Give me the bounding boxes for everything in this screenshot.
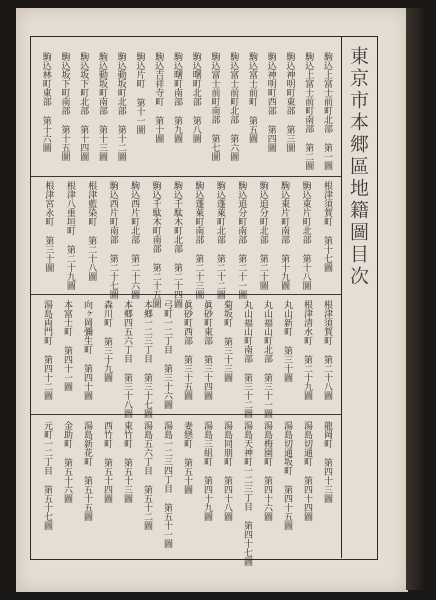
entry-place-name: 駒込動坂町南部	[97, 52, 107, 115]
entry-place-name: 根津宮永町	[43, 181, 54, 226]
index-entry	[280, 300, 293, 408]
index-entry	[106, 181, 119, 299]
entry-place-name: 根津清水町	[302, 300, 312, 345]
entry-sheet-number: 第三十五圖	[182, 355, 192, 400]
index-entry	[114, 52, 127, 176]
index-entry	[80, 300, 93, 408]
entry-sheet-number: 第十圖	[153, 116, 164, 143]
entry-sheet-number: 第十四圖	[78, 125, 89, 161]
entry-place-name: 本富士町	[62, 300, 72, 336]
entry-sheet-number: 第二十六圖	[129, 254, 140, 299]
entry-place-name: 駒込西片町南部	[107, 181, 118, 244]
entry-sheet-number: 第五圖	[247, 116, 257, 143]
entry-sheet-number: 第五十二圖	[142, 485, 152, 530]
entry-place-name: 駒込追分町北部	[257, 181, 268, 244]
index-entry	[180, 421, 193, 545]
entry-place-name: 湯島両門町	[42, 300, 52, 345]
index-entry	[283, 52, 296, 176]
entry-sheet-number: 第三圖	[284, 125, 295, 152]
entry-place-name: 駒込東片町北部	[300, 181, 311, 244]
index-entry	[240, 421, 253, 566]
entry-place-name: 駒込坂下町南部	[59, 52, 70, 115]
index-entry	[220, 300, 233, 408]
entry-sheet-number: 第四十圖	[82, 364, 92, 400]
index-entry	[180, 300, 193, 408]
index-entry	[280, 421, 293, 545]
entry-place-name: 駒込片町	[134, 52, 145, 88]
entry-sheet-number: 第四十二圖	[42, 355, 52, 400]
entry-place-name: 本郷四五六丁目	[122, 300, 132, 363]
index-entry	[84, 181, 97, 287]
entry-place-name: 森川町	[102, 300, 112, 327]
entry-place-name: 駒込蓬萊町南部	[193, 181, 204, 244]
entry-place-name: 根津八重垣町	[64, 181, 75, 235]
entry-sheet-number: 第十九圖	[279, 254, 290, 290]
index-entry	[151, 52, 164, 176]
index-entry	[320, 421, 333, 545]
index-entry	[320, 300, 333, 408]
entry-place-name: 湯島一二三四丁目	[162, 421, 172, 493]
index-entry	[39, 52, 52, 176]
index-entry	[277, 181, 290, 290]
entry-sheet-number: 第五十四圖	[102, 458, 112, 503]
index-entry	[60, 421, 73, 545]
entry-place-name: 駒込上富士前町南部	[303, 52, 314, 133]
index-entry	[240, 300, 253, 418]
entry-place-name: 湯島梅園町	[262, 421, 272, 466]
entry-sheet-number: 第六圖	[228, 134, 239, 161]
entry-place-name: 龍岡町	[322, 421, 332, 448]
entry-place-name: 弓町一二丁目	[162, 300, 172, 354]
title-divider	[341, 36, 342, 558]
entry-place-name: 眞砂町東部	[202, 300, 212, 345]
index-entry	[299, 181, 312, 290]
index-entry	[60, 300, 73, 408]
entry-sheet-number: 第二十二圖	[214, 254, 225, 299]
entry-sheet-number: 第四十一圖	[62, 346, 72, 391]
index-entry	[300, 300, 313, 408]
index-entry	[300, 421, 313, 545]
entry-place-name: 湯島同朋町	[222, 421, 232, 466]
entry-sheet-number: 第七圖	[209, 134, 220, 161]
entry-place-name: 湯島切通坂町	[282, 421, 292, 475]
entry-place-name: 向ヶ岡彌生町	[82, 300, 92, 354]
entry-sheet-number: 第一圖	[322, 143, 332, 170]
index-entry	[120, 421, 133, 545]
index-entry	[264, 52, 277, 176]
entry-sheet-number: 第四十八圖	[222, 476, 232, 521]
index-entry	[189, 52, 202, 176]
index-entry	[41, 181, 54, 287]
entry-place-name: 駒込吉祥寺町	[153, 52, 164, 106]
entry-sheet-number: 第二十八圖	[322, 355, 332, 400]
entry-place-name: 妻戀町	[182, 421, 192, 448]
entry-place-name: 駒込西片町北部	[129, 181, 140, 244]
entry-sheet-number: 第二十五圖	[150, 263, 161, 308]
entry-sheet-number: 第五十七圖	[42, 485, 52, 530]
index-entry	[100, 300, 113, 408]
index-entry	[245, 52, 258, 176]
entry-place-name: 駒込蓬萊町北部	[214, 181, 225, 244]
index-entry	[40, 300, 53, 408]
index-entry	[120, 300, 133, 418]
entry-place-name: 駒込千駄木町北部	[172, 181, 182, 253]
index-entry	[213, 181, 226, 299]
entry-place-name: 菊坂町	[222, 300, 232, 327]
index-entry	[76, 52, 89, 176]
entry-sheet-number: 第十二圖	[115, 125, 126, 161]
index-entry	[320, 181, 333, 287]
entry-sheet-number: 第五十圖	[182, 458, 192, 494]
entry-sheet-number: 第三十一圖	[262, 373, 272, 418]
entry-place-name: 元町一二丁目	[42, 421, 52, 475]
entry-place-name: 西竹町	[102, 421, 112, 448]
index-entry	[200, 421, 213, 545]
entry-sheet-number: 第三十圖	[282, 346, 292, 382]
entry-sheet-number: 第二十九圖	[64, 245, 75, 290]
entry-sheet-number: 第四十九圖	[202, 476, 212, 521]
entry-sheet-number: 第二圖	[303, 143, 314, 170]
entry-sheet-number: 第三十八圖	[122, 373, 132, 418]
index-entry	[100, 421, 113, 545]
entry-sheet-number: 第四圖	[265, 125, 276, 152]
index-entry	[226, 52, 239, 176]
entry-sheet-number: 第八圖	[190, 116, 201, 143]
entry-place-name: 丸山福山町南部	[242, 300, 252, 363]
index-entry	[260, 300, 273, 418]
entry-sheet-number: 第三十二圖	[242, 373, 252, 418]
entry-sheet-number: 第九圖	[172, 116, 182, 143]
index-entry	[256, 181, 269, 290]
index-entry	[301, 52, 314, 176]
row-divider	[30, 414, 341, 415]
entry-place-name: 湯島三組町	[202, 421, 212, 466]
entry-sheet-number: 第十五圖	[59, 125, 70, 161]
page-title: 東京市本郷區地籍圖目次	[347, 46, 369, 288]
entry-sheet-number: 第五十一圖	[162, 503, 172, 548]
entry-place-name: 駒込曙町南部	[172, 52, 182, 106]
entry-sheet-number: 第二十七圖	[107, 254, 118, 299]
entry-place-name: 丸山福山町北部	[262, 300, 272, 363]
index-entry	[160, 421, 173, 548]
entry-sheet-number: 第五十三圖	[122, 458, 132, 503]
entry-place-name: 駒込神明町東部	[284, 52, 295, 115]
entry-place-name: 駒込坂下町北部	[78, 52, 89, 115]
entry-sheet-number: 第五十五圖	[82, 476, 92, 521]
index-entry	[234, 181, 247, 299]
index-entry	[149, 181, 162, 308]
index-entry	[191, 181, 204, 299]
entry-place-name: 湯島五六丁目	[142, 421, 152, 475]
index-entry	[127, 181, 140, 299]
entry-sheet-number: 第三十三圖	[222, 337, 232, 382]
entry-sheet-number: 第四十六圖	[262, 476, 272, 521]
entry-sheet-number: 第五十六圖	[62, 458, 72, 503]
index-entry	[320, 52, 333, 176]
index-entry	[208, 52, 221, 176]
entry-sheet-number: 第三十九圖	[102, 337, 112, 382]
entry-sheet-number: 第二十四圖	[172, 263, 182, 308]
entry-place-name: 湯島天神町一二三丁目	[242, 421, 252, 511]
entry-sheet-number: 第四十七圖	[242, 521, 252, 566]
entry-sheet-number: 第三十六圖	[162, 364, 172, 409]
entry-place-name: 根津須賀町	[322, 181, 332, 226]
entry-sheet-number: 第十六圖	[40, 116, 51, 152]
entry-sheet-number: 第十三圖	[97, 125, 107, 161]
entry-place-name: 本郷一二三丁目	[142, 300, 152, 363]
entry-place-name: 東竹町	[122, 421, 132, 448]
entry-place-name: 駒込追分町南部	[236, 181, 247, 244]
row-divider	[30, 176, 341, 177]
entry-place-name: 駒込富士前町	[247, 52, 257, 106]
entry-place-name: 湯島切通町	[302, 421, 312, 466]
entry-sheet-number: 第二十八圖	[86, 236, 97, 281]
book-spine	[406, 8, 424, 590]
index-entry	[95, 52, 108, 176]
entry-sheet-number: 第二十九圖	[302, 355, 312, 400]
entry-place-name: 金助町	[62, 421, 72, 448]
entry-place-name: 駒込曙町北部	[190, 52, 201, 106]
index-entry	[140, 421, 153, 545]
index-entry	[260, 421, 273, 545]
index-entry	[63, 181, 76, 290]
index-entry	[133, 52, 146, 176]
row-divider	[30, 294, 341, 295]
index-entry	[40, 421, 53, 545]
entry-place-name: 丸山新町	[282, 300, 292, 336]
index-entry	[58, 52, 71, 176]
entry-place-name: 駒込富士前町南部	[209, 52, 220, 124]
entry-sheet-number: 第三十七圖	[142, 373, 152, 418]
entry-sheet-number: 第三十四圖	[202, 355, 212, 400]
entry-place-name: 眞砂町西部	[182, 300, 192, 345]
entry-sheet-number: 第二十圖	[257, 254, 268, 290]
entry-place-name: 駒込動坂町北部	[115, 52, 126, 115]
index-entry	[160, 300, 173, 408]
entry-place-name: 駒込神明町西部	[265, 52, 276, 115]
entry-place-name: 根津藍染町	[86, 181, 97, 226]
entry-place-name: 駒込富士前町北部	[228, 52, 239, 124]
entry-place-name: 駒込千駄木町南部	[150, 181, 161, 253]
index-entry	[170, 181, 183, 308]
entry-sheet-number: 第四十四圖	[302, 476, 312, 521]
entry-sheet-number: 第四十五圖	[282, 485, 292, 530]
entry-sheet-number: 第三十圖	[43, 236, 54, 272]
entry-sheet-number: 第二十一圖	[236, 254, 247, 299]
entry-place-name: 駒込林町東部	[40, 52, 51, 106]
entry-sheet-number: 第十八圖	[300, 254, 311, 290]
entry-place-name: 駒込東片町南部	[279, 181, 290, 244]
entry-sheet-number: 第二十三圖	[193, 254, 204, 299]
index-entry	[220, 421, 233, 545]
entry-sheet-number: 第十七圖	[322, 236, 332, 272]
entry-place-name: 湯島新花町	[82, 421, 92, 466]
entry-place-name: 駒込上富士前町北部	[322, 52, 332, 133]
index-entry	[80, 421, 93, 545]
entry-sheet-number: 第十一圖	[134, 98, 145, 134]
index-entry	[200, 300, 213, 408]
entry-sheet-number: 第四十三圖	[322, 458, 332, 503]
index-entry	[170, 52, 183, 176]
index-entry	[140, 300, 153, 418]
entry-place-name: 根津須賀町	[322, 300, 332, 345]
